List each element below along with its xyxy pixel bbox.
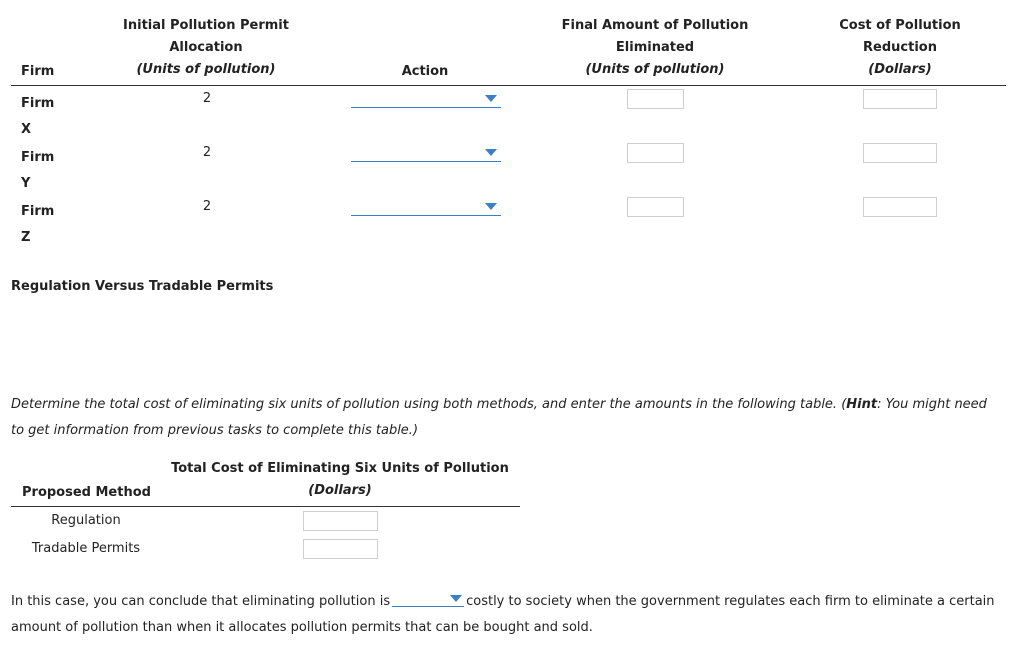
table2-header-total — [160, 458, 520, 502]
header-final-unit: (Units of pollution) — [585, 62, 725, 77]
final-eliminated-input-z[interactable] — [627, 197, 684, 217]
header-cost-reduction — [820, 15, 980, 81]
table2-header-total-unit: (Dollars) — [308, 483, 372, 498]
table2-header-method: Proposed Method — [22, 485, 151, 500]
chevron-down-icon — [485, 149, 497, 156]
chevron-down-icon — [485, 95, 497, 102]
final-eliminated-input-y[interactable] — [627, 143, 684, 163]
tradable-total-input[interactable] — [303, 539, 378, 559]
action-dropdown-y[interactable] — [351, 145, 501, 162]
conclusion-dropdown[interactable] — [392, 592, 464, 607]
firm-label-x — [21, 91, 54, 143]
table2-header-total-line1: Total Cost of Eliminating Six Units of Pollution — [171, 461, 509, 476]
hint-label: Hint — [846, 397, 878, 412]
header-initial-allocation — [110, 15, 302, 81]
instructions-text3: to get information from previous tasks to complete this table.) — [11, 423, 419, 438]
firm-word: Firm — [21, 204, 55, 219]
header-initial-line1: Initial Pollution Permit — [123, 18, 289, 33]
header-final-line2: Eliminated — [615, 40, 695, 55]
instructions — [11, 392, 1011, 444]
conclusion — [11, 589, 1021, 641]
table1-header-rule — [11, 85, 1006, 86]
table2-row-method-regulation: Regulation — [51, 513, 121, 528]
instructions-line2 — [11, 418, 1011, 444]
section-title: Regulation Versus Tradable Permits — [11, 279, 274, 294]
firm-letter: Z — [21, 230, 31, 245]
firm-word: Firm — [21, 96, 55, 111]
instructions-text1: Determine the total cost of eliminating six units of pollution using both methods, and enter the amounts in the following table. ( — [11, 397, 847, 412]
header-cost-unit: (Dollars) — [868, 62, 932, 77]
instructions-line1 — [11, 392, 1011, 418]
initial-allocation-x: 2 — [202, 91, 212, 106]
table2-header-rule — [11, 506, 520, 507]
chevron-down-icon — [450, 595, 462, 602]
chevron-down-icon — [485, 203, 497, 210]
cost-reduction-input-z[interactable] — [863, 197, 937, 217]
firm-letter: Y — [21, 176, 31, 191]
conclusion-before: In this case, you can conclude that eliminating pollution is — [11, 594, 391, 609]
conclusion-after: costly to society when the government regulates each firm to eliminate a certain — [466, 594, 995, 609]
cost-reduction-input-x[interactable] — [863, 89, 937, 109]
table2-row-method-tradable: Tradable Permits — [31, 541, 141, 556]
action-dropdown-x[interactable] — [351, 91, 501, 108]
header-cost-line1: Cost of Pollution — [839, 18, 961, 33]
firm-letter: X — [21, 122, 32, 137]
conclusion-line2: amount of pollution than when it allocates pollution permits that can be bought and sold. — [11, 620, 593, 635]
instructions-text2: : You might need — [877, 397, 987, 412]
header-cost-line2: Reduction — [863, 40, 937, 55]
action-dropdown-z[interactable] — [351, 199, 501, 216]
header-initial-line2: Allocation — [169, 40, 243, 55]
conclusion-line1 — [11, 589, 1021, 615]
final-eliminated-input-x[interactable] — [627, 89, 684, 109]
initial-allocation-y: 2 — [202, 145, 212, 160]
header-firm: Firm — [21, 64, 55, 79]
header-final-line1: Final Amount of Pollution — [561, 18, 749, 33]
regulation-total-input[interactable] — [303, 511, 378, 531]
initial-allocation-z: 2 — [202, 199, 212, 214]
header-action: Action — [401, 64, 449, 79]
header-final-eliminated — [550, 15, 760, 81]
firm-label-y — [21, 145, 54, 197]
cost-reduction-input-y[interactable] — [863, 143, 937, 163]
firm-word: Firm — [21, 150, 55, 165]
header-initial-unit: (Units of pollution) — [136, 62, 276, 77]
firm-label-z — [21, 199, 54, 251]
